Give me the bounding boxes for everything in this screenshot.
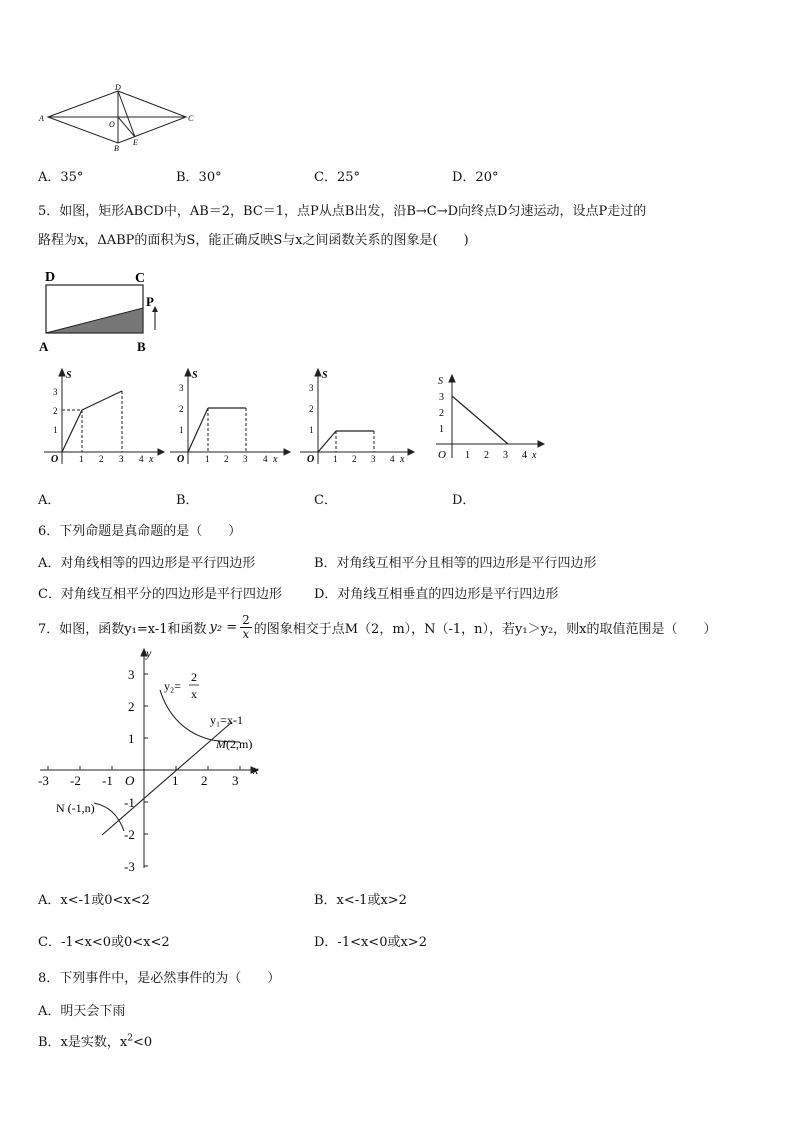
q7-option-d: D．-1<x<0或x>2 (314, 935, 427, 950)
tick-x1: 1 (465, 450, 470, 461)
axis-x: x (149, 454, 154, 465)
origin: O (438, 449, 446, 461)
tick-x2: 2 (224, 454, 229, 464)
hyperbola-left-branch (94, 803, 124, 831)
q7-stem (38, 609, 717, 645)
q6-option-d: D．对角线互相垂直的四边形是平行四边形 (314, 587, 559, 602)
rect-label-d: D (45, 270, 56, 285)
q8-option-b (38, 1031, 152, 1050)
point-m-letter: M (216, 737, 226, 751)
graph-c-seg1 (318, 431, 336, 452)
q7-fraction-den: x (242, 626, 250, 641)
tick-y2: 2 (53, 406, 58, 416)
q5-option-c: C． (314, 493, 337, 508)
axis-x: x (400, 454, 405, 465)
q4-option-b: B．30° (176, 170, 222, 185)
x-tick-1: 1 (172, 773, 179, 788)
tick-x2: 2 (484, 450, 489, 461)
q5-stem-line2: 路程为x，ΔABP的面积为S，能正确反映S与x之间函数关系的图象是( ) (38, 233, 469, 248)
label-b: B (114, 144, 119, 153)
q4-rhombus-figure (36, 80, 206, 154)
q7-option-b: B．x<-1或x>2 (314, 893, 407, 908)
q6-option-a: A．对角线相等的四边形是平行四边形 (38, 556, 256, 571)
origin: O (51, 454, 59, 465)
axis-s: S (322, 370, 328, 381)
axis-y-label: y (146, 646, 152, 660)
y-tick-3: 3 (128, 667, 135, 682)
tick-x3: 3 (119, 454, 124, 464)
tick-x4: 4 (390, 454, 395, 464)
q8-stem: 8．下列事件中，是必然事件的为（ ） (38, 971, 281, 986)
q7-stem-part2: 的图象相交于点M（2，m），N（-1，n），若y₁＞y₂，则x的取值范围是（ ） (253, 621, 717, 637)
tick-y1: 1 (53, 425, 58, 435)
rect-label-a: A (39, 339, 49, 354)
tick-y3: 3 (439, 392, 444, 403)
q5-graph-a (38, 366, 166, 466)
tick-x1: 1 (333, 454, 338, 464)
tick-x3: 3 (503, 450, 508, 461)
origin: O (177, 454, 185, 465)
tick-y2: 2 (439, 408, 444, 419)
axis-s: S (438, 376, 443, 387)
tick-y3: 3 (309, 383, 314, 393)
y-tick-1: 1 (128, 731, 135, 746)
curve-label-y2: y₂= (164, 679, 181, 693)
y-tick-2: 2 (128, 699, 135, 714)
tick-x3: 3 (371, 454, 376, 464)
x-tick--3: -3 (38, 773, 49, 788)
x-tick-3: 3 (232, 773, 239, 788)
q6-option-b: B．对角线互相平分且相等的四边形是平行四边形 (314, 556, 597, 571)
segment-oe (118, 117, 135, 137)
point-n-label: N (-1,n) (56, 801, 95, 815)
tick-y3: 3 (179, 383, 184, 393)
tick-x4: 4 (139, 454, 144, 464)
q5-stem-line1: 5．如图，矩形ABCD中，AB＝2，BC＝1，点P从点B出发，沿B→C→D向终点D匀速运动，设点P走过的 (38, 204, 647, 219)
tick-x4: 4 (522, 450, 527, 461)
origin-label: O (125, 773, 135, 788)
q7-stem-part1: 7．如图，函数y₁=x-1和函数 (38, 621, 207, 637)
q5-rectangle-figure (36, 264, 166, 356)
q5-graph-c (294, 366, 422, 466)
tick-y3: 3 (53, 387, 58, 397)
label-a: A (39, 114, 44, 123)
q8-option-a: A．明天会下雨 (38, 1004, 126, 1019)
q7-stem-y2: y₂ = (209, 619, 238, 635)
tick-x3: 3 (243, 454, 248, 464)
rect-label-c: C (135, 271, 146, 286)
tick-y2: 2 (309, 404, 314, 414)
axis-s: S (192, 370, 198, 381)
q6-option-c: C．对角线互相平分的四边形是平行四边形 (38, 587, 282, 602)
tick-x1: 1 (205, 454, 210, 464)
axis-x: x (273, 454, 278, 465)
label-o: O (109, 120, 115, 129)
axis-x: x (532, 450, 537, 461)
graph-d-seg1 (452, 396, 508, 444)
label-e: E (133, 138, 138, 147)
rect-label-b: B (137, 339, 146, 354)
q6-stem: 6．下列命题是真命题的是（ ） (38, 524, 242, 539)
q4-option-a: A．35° (38, 170, 84, 185)
q5-option-d: D． (452, 493, 476, 508)
q5-option-b: B． (176, 493, 199, 508)
q7-graph (36, 646, 268, 874)
x-tick-2: 2 (201, 773, 208, 788)
tick-x4: 4 (263, 454, 268, 464)
y-tick--3: -3 (124, 859, 135, 874)
label-c: C (188, 114, 194, 123)
graph-b-seg1 (188, 408, 208, 452)
line-label-y1: y₁=x-1 (210, 713, 243, 727)
tick-y1: 1 (309, 425, 314, 435)
graph-a-seg2 (82, 391, 122, 410)
q8-option-b-sup: 2 (127, 1033, 133, 1044)
tick-x2: 2 (99, 454, 104, 464)
origin: O (307, 454, 315, 465)
q8-option-b-prefix: B．x是实数，x (38, 1035, 128, 1050)
q7-option-c: C．-1<x<0或0<x<2 (38, 935, 170, 950)
tick-y1: 1 (439, 424, 444, 435)
curve-label-num: 2 (191, 670, 197, 684)
q8-option-b-suffix: <0 (132, 1035, 153, 1050)
q4-option-c: C．25° (314, 170, 360, 185)
curve-label-den: x (191, 687, 197, 701)
triangle-abp-shaded (46, 308, 143, 333)
q5-option-a: A． (38, 493, 61, 508)
q4-option-d: D．20° (452, 170, 499, 185)
q7-fraction-num: 2 (242, 612, 250, 627)
graph-a-seg1 (62, 410, 82, 452)
q5-graph-b (164, 366, 292, 466)
line-y1 (102, 722, 232, 835)
tick-y1: 1 (179, 425, 184, 435)
q5-graph-d (432, 370, 552, 466)
y-tick--2: -2 (124, 827, 135, 842)
tick-x2: 2 (352, 454, 357, 464)
tick-y2: 2 (179, 404, 184, 414)
x-tick--1: -1 (102, 773, 113, 788)
axis-s: S (66, 370, 72, 381)
label-d: D (115, 83, 121, 92)
tick-x1: 1 (79, 454, 84, 464)
q7-option-a: A．x<-1或0<x<2 (38, 893, 150, 908)
axis-x-label: x (253, 763, 259, 777)
rect-label-p: P (146, 294, 154, 309)
point-m-coord: (2,m) (226, 737, 253, 751)
y-tick--1: -1 (124, 795, 135, 810)
x-tick--2: -2 (70, 773, 81, 788)
q7-stem-fraction (240, 614, 252, 641)
segment-de (118, 91, 135, 137)
